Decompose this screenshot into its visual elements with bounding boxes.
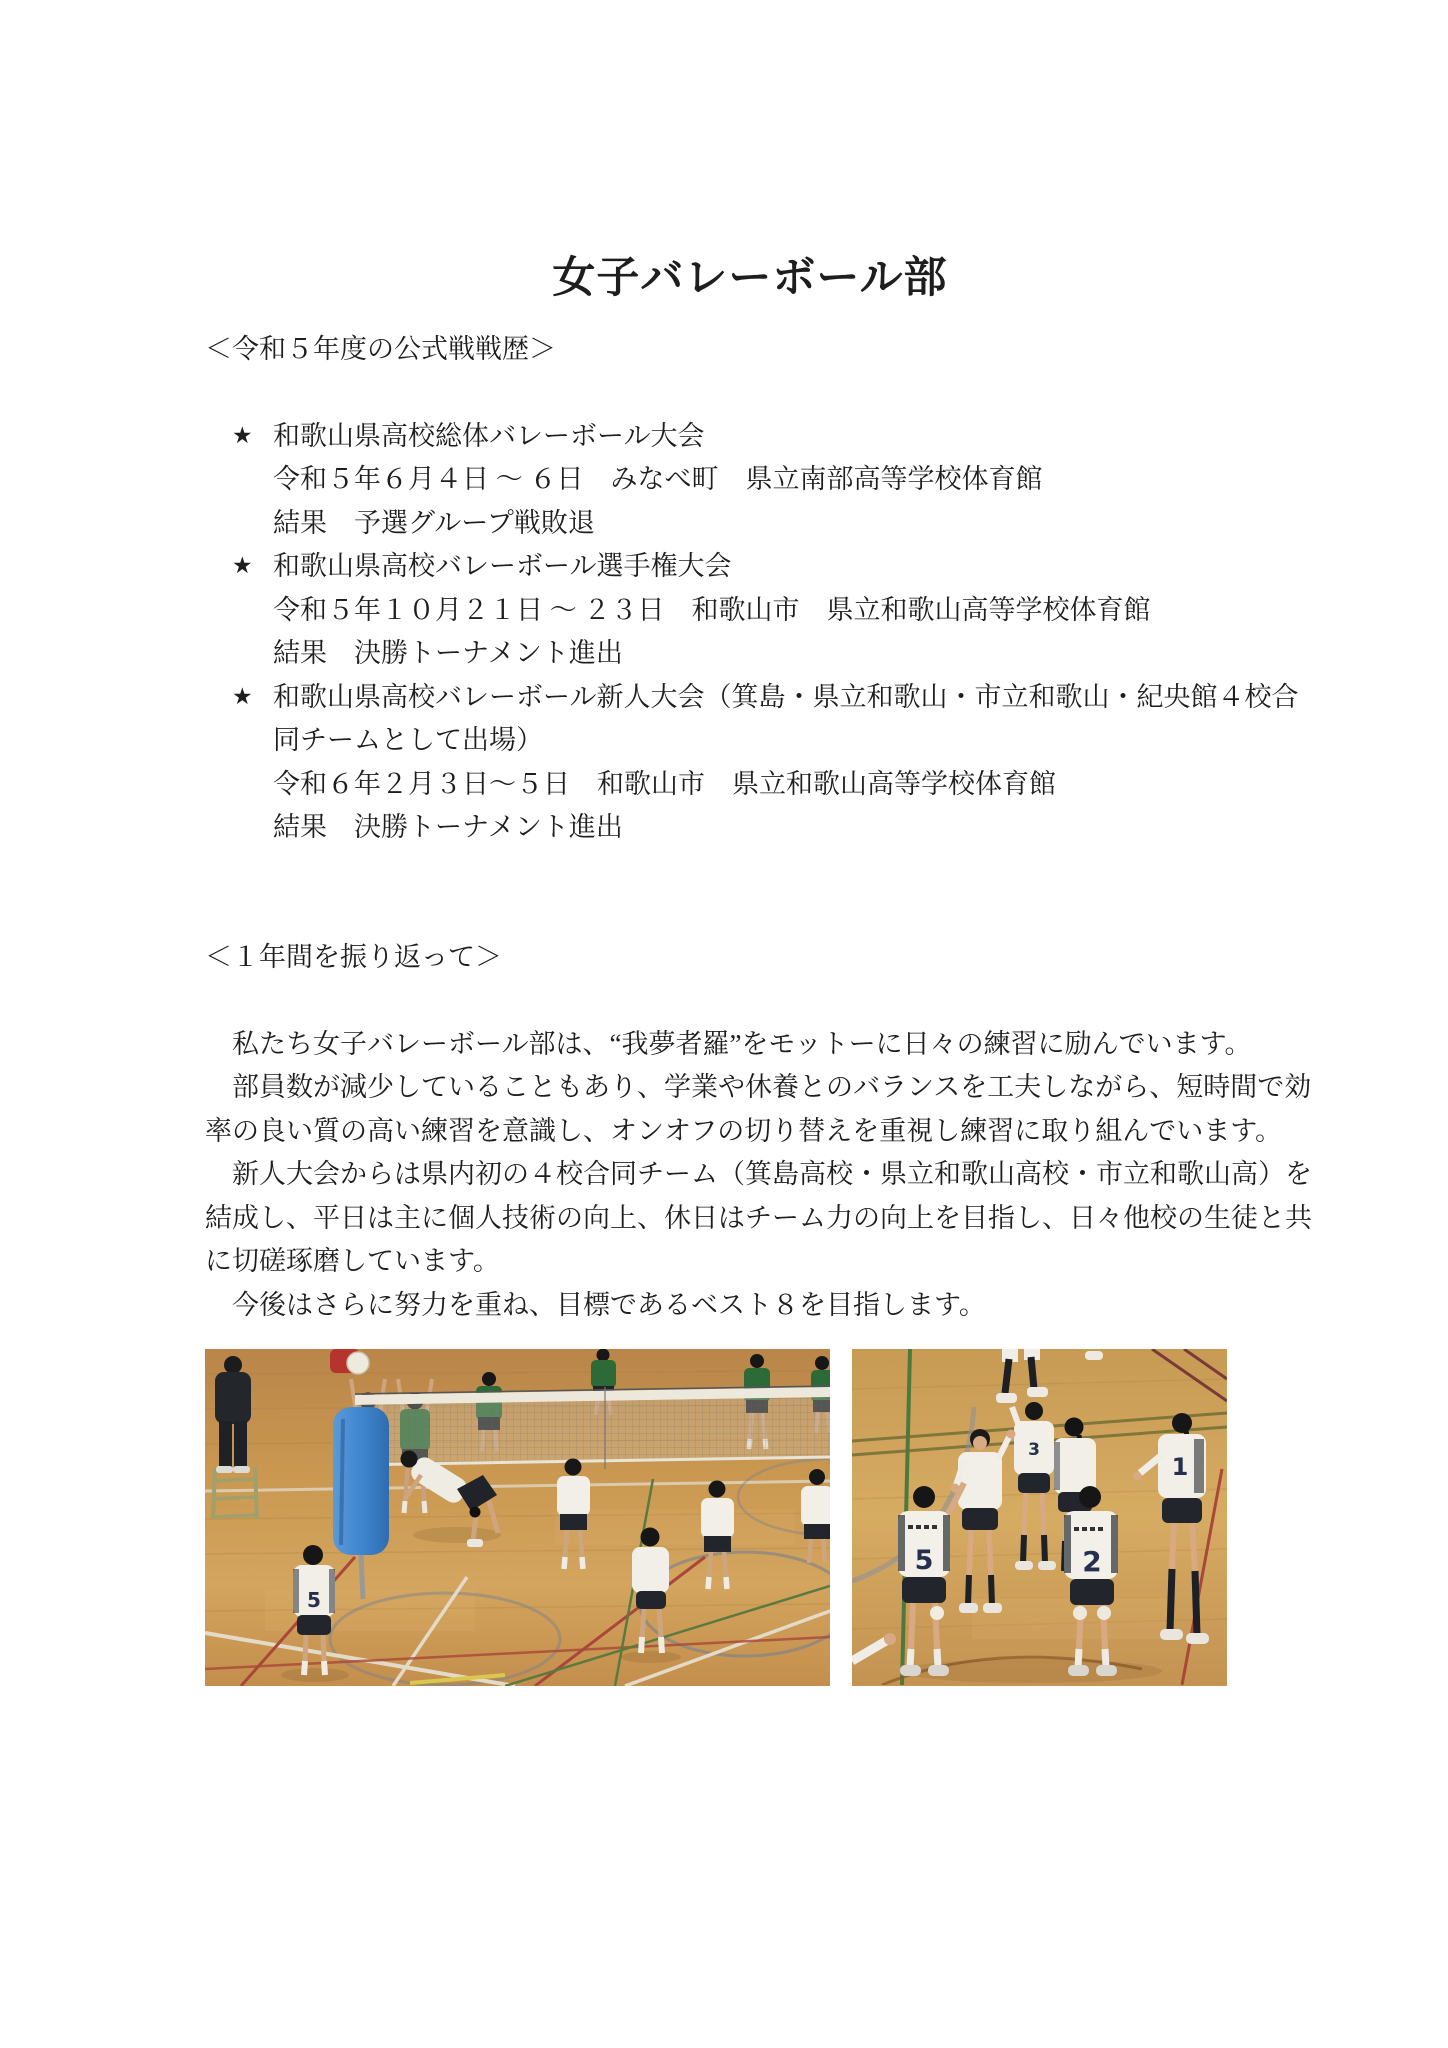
record-item-date-venue: 令和５年１０月２１日 ～ ２３日 和歌山市 県立和歌山高等学校体育館 xyxy=(273,594,1151,625)
record-item-date-venue: 令和６年２月３日～５日 和歌山市 県立和歌山高等学校体育館 xyxy=(273,768,1056,799)
paragraph-line: 率の良い質の高い練習を意識し、オンオフの切り替えを重視し練習に取り組んでいます。 xyxy=(205,1115,1283,1146)
volleyball-net xyxy=(355,1386,830,1469)
record-list xyxy=(205,415,1299,850)
paragraph-line: 新人大会からは県内初の４校合同チーム（箕島高校・県立和歌山高校・市立和歌山高）を xyxy=(205,1159,1312,1190)
star-bullet-icon: ★ xyxy=(232,422,253,449)
star-bullet-icon: ★ xyxy=(232,683,253,710)
paragraph-line: 私たち女子バレーボール部は、“我夢者羅”をモットーに日々の練習に励んでいます。 xyxy=(205,1028,1252,1059)
record-item-result: 結果 決勝トーナメント進出 xyxy=(273,812,623,843)
jersey-number: 5 xyxy=(914,1545,934,1577)
huddle-photo xyxy=(852,1349,1227,1686)
record-section-heading: ＜令和５年度の公式戦戦歴＞ xyxy=(205,333,556,364)
page-content xyxy=(205,0,1312,1686)
jersey-number: 5 xyxy=(307,1588,321,1613)
record-item-title-wrap: 同チームとして出場） xyxy=(273,725,543,756)
paragraph-line: 部員数が減少していることもあり、学業や休養とのバランスを工夫しながら、短時間で効 xyxy=(205,1072,1312,1103)
star-bullet-icon: ★ xyxy=(232,553,253,580)
record-item-result: 結果 決勝トーナメント進出 xyxy=(273,638,623,669)
volleyball xyxy=(347,1352,369,1374)
record-item-title: 和歌山県高校バレーボール新人大会（箕島・県立和歌山・市立和歌山・紀央館４校合 xyxy=(273,681,1299,712)
paragraph-line: 結成し、平日は主に個人技術の向上、休日はチーム力の向上を目指し、日々他校の生徒と共 xyxy=(205,1202,1312,1233)
photo-row xyxy=(205,1349,1295,1686)
paragraph-line: に切磋琢磨しています。 xyxy=(205,1246,500,1277)
jersey-number: 2 xyxy=(1082,1545,1102,1579)
page-title: 女子バレーボール部 xyxy=(552,255,948,302)
review-section-heading: ＜１年間を振り返って＞ xyxy=(205,941,502,972)
record-item xyxy=(205,676,1299,850)
record-item-date-venue: 令和５年６月４日 ～ ６日 みなべ町 県立南部高等学校体育館 xyxy=(273,464,1043,495)
paragraph-line: 今後はさらに努力を重ね、目標であるベスト８を目指します。 xyxy=(205,1289,986,1320)
record-item xyxy=(205,545,1295,676)
jersey-number: 3 xyxy=(1028,1440,1040,1461)
record-item xyxy=(205,415,1295,546)
jersey-number: 1 xyxy=(1171,1453,1189,1482)
review-paragraphs xyxy=(205,1023,1312,1328)
match-photo xyxy=(205,1349,830,1686)
record-item-result: 結果 予選グループ戦敗退 xyxy=(273,507,595,538)
record-item-title: 和歌山県高校バレーボール選手権大会 xyxy=(273,551,732,582)
record-item-title: 和歌山県高校総体バレーボール大会 xyxy=(273,420,705,451)
